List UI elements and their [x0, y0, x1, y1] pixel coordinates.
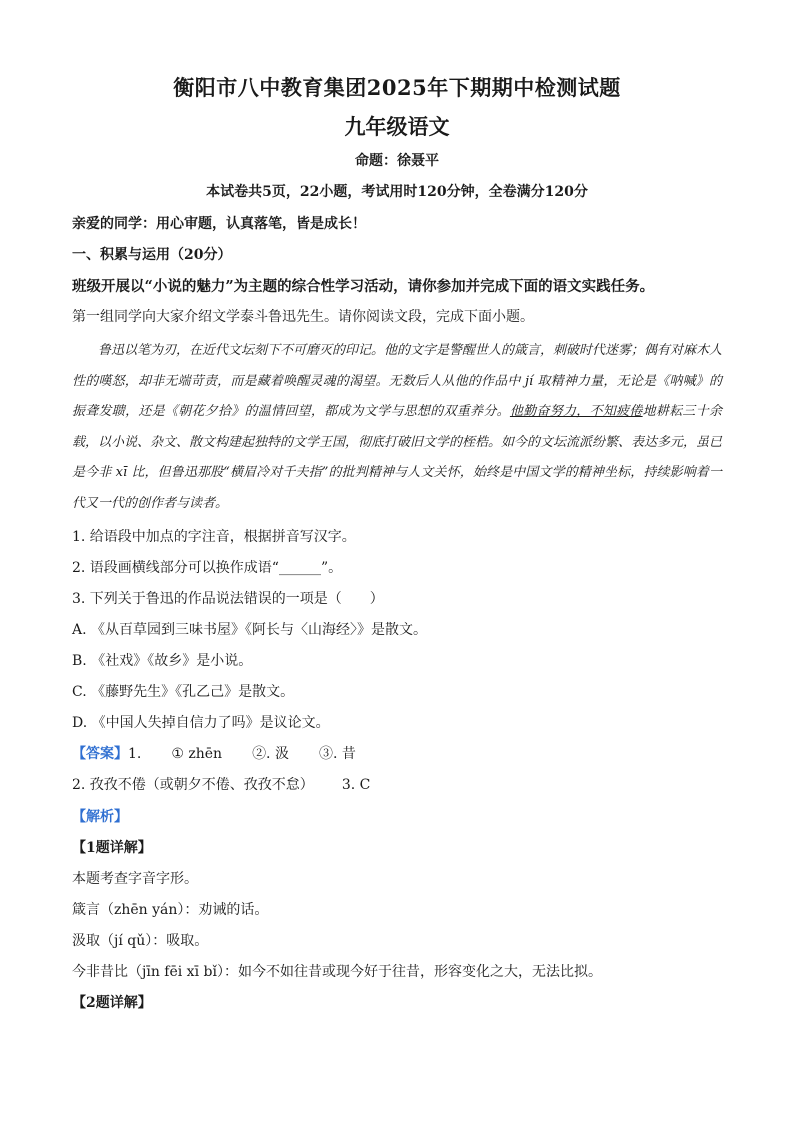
- passage-part-a: 鲁迅以笔为刃，在近代文坛刻下不可磨灭的印记。他的文字是警醒世人的箴言，刺破时代迷雾；偶有对麻木人性的嘆怒，却非无端苛责，而是藏着唤醒灵魂的渴望。无数后人从他的作品中 jí 取精神力量，无论是《呐喊》的振聋发聩，还是《朝花夕拾》的温情回望，都成为文学与思想的双重养分。: [72, 343, 723, 420]
- section-intro: 班级开展以“小说的魅力”为主题的综合性学习活动，请你参加并完成下面的语文实践任务。: [72, 278, 655, 295]
- section-heading: 一、积累与运用（20分）: [72, 247, 232, 263]
- q2-detail-heading: 【2题详解】: [72, 995, 152, 1011]
- author-line: 命题：徐聂平: [355, 153, 439, 169]
- question-3: 3. 下列关于鲁迅的作品说法错误的一项是（ ）: [72, 591, 384, 607]
- analysis-line-3: 汲取（jí qǔ）：吸取。: [72, 933, 209, 949]
- answer-1: ① zhēn: [171, 746, 223, 762]
- question-2: 2. 语段画横线部分可以换作成语“______”。: [72, 560, 343, 576]
- q1-detail-heading: 【1题详解】: [72, 840, 152, 856]
- passage-part-c: 地耕耘三十余载，以小说、杂文、散文构建起独特的文学王国，彻底打破旧文学的桎梏。如今的文坛流派纷繁、表达多元，虽已是今非 xī 比，但鲁迅那股“横眉冷对千夫指”的批判精神与人文关怀，始终是中国文学的精神坐标，持续影响着一代又一代的创作者与读者。: [72, 404, 723, 511]
- question-1: 1. 给语段中加点的字注音，根据拼音写汉字。: [72, 529, 356, 545]
- option-b: B. 《社戏》《故乡》是小说。: [72, 653, 253, 669]
- answer-q1-num: 1.: [128, 746, 142, 762]
- passage-underlined: 他勤奋努力，不知疲倦: [509, 404, 643, 420]
- exam-info: 本试卷共5页，22小题，考试用时120分钟，全卷满分120分: [206, 184, 588, 200]
- greeting: 亲爱的同学：用心审题，认真落笔，皆是成长！: [72, 216, 366, 232]
- analysis-line-2: 箴言（zhēn yán）：劝诫的话。: [72, 902, 269, 918]
- answer-line-2: [72, 774, 734, 794]
- analysis-label: 【解析】: [72, 809, 128, 825]
- option-c: C. 《藤野先生》《孔乙己》是散文。: [72, 684, 295, 700]
- reading-passage: [72, 336, 722, 520]
- group1-intro: 第一组同学向大家介绍文学泰斗鲁迅先生。请你阅读文段，完成下面小题。: [72, 309, 534, 325]
- answer-q2: 2. 孜孜不倦（或朝夕不倦、孜孜不怠）: [72, 777, 314, 793]
- page-title: 衡阳市八中教育集团2025年下期期中检测试题: [173, 75, 621, 100]
- option-a: A. 《从百草园到三味书屋》《阿长与〈山海经〉》是散文。: [72, 622, 428, 638]
- answer-label: 【答案】: [72, 746, 128, 762]
- page-subtitle: 九年级语文: [344, 114, 450, 139]
- option-d: D. 《中国人失掉自信力了吗》是议论文。: [72, 715, 330, 731]
- answer-q3: 3. C: [341, 777, 371, 793]
- answer-line-1: [72, 743, 734, 763]
- analysis-line-1: 本题考查字音字形。: [72, 871, 198, 887]
- answer-3: ③. 昔: [318, 746, 356, 762]
- answer-2: ②. 汲: [252, 746, 289, 762]
- analysis-line-4: 今非昔比（jīn fēi xī bǐ）：如今不如往昔或现今好于往昔，形容变化之大，无法比拟。: [72, 964, 602, 980]
